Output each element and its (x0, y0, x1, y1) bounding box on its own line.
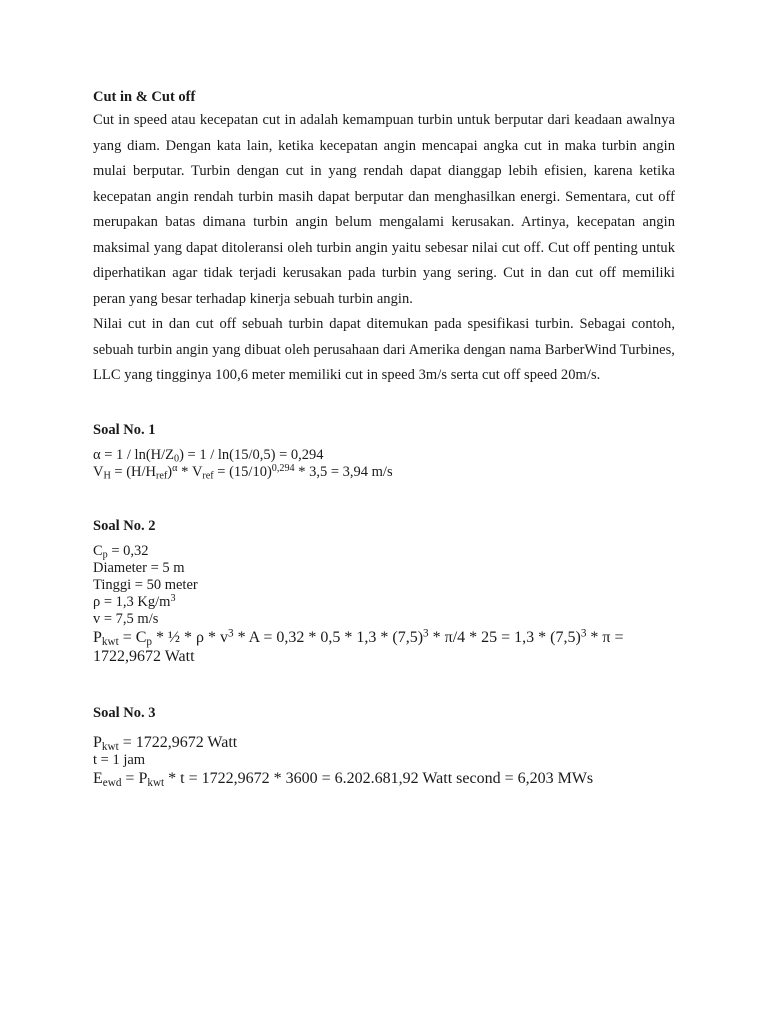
paragraph-cut-in-cut-off: Cut in speed atau kecepatan cut in adalah kemampuan turbin untuk berputar dari keadaan awalnya yang diam. Dengan kata lain, ketika kecepatan angin mencapai angka cut in maka turbin angin mulai berputar. Turbin dengan cut in yang rendah dapat dianggap lebih efisien, karena ketika kecepatan angin rendah turbin masih dapat berputar dan menghasilkan energi. Sementara, cut off merupakan batas dimana turbin angin belum mengalami kerusakan. Artinya, kecepatan angin maksimal yang dapat ditoleransi oleh turbin angin yaitu sebesar nilai cut off. Cut off penting untuk diperhatikan agar tidak terjadi kerusakan pada turbin yang sering. Cut in dan cut off memiliki peran yang besar terhadap kinerja sebuah turbin angin. (93, 112, 675, 307)
document-page (93, 86, 675, 788)
time-value: t = 1 jam (93, 751, 146, 768)
energy-equation: $E_{ewd} = P_{kwt} * t = 1722,9672 * 3600 = 6.202.681,92$ Watt second = 6,203 MWs (93, 769, 594, 789)
diameter-value: Diameter = 5 m (93, 559, 185, 576)
power-result: 1722,9672 Watt (93, 647, 195, 665)
height-value: Tinggi = 50 meter (93, 576, 198, 593)
vh-equation: $V_H = (H/H_{ref})^\alpha * V_{ref} = (15/10)^{0,294} * 3,5 = 3,94$ m/s (93, 462, 393, 482)
power-value: $P_{kwt} = 1722,9672$ Watt (93, 733, 238, 753)
alpha-equation: $\alpha = 1 / \ln(H/Z_0) = 1 / \ln(15/0,5) = 0,294$ (93, 446, 324, 465)
soal-2-block (93, 515, 675, 666)
density-value: ρ = 1,3 $Kg/m^3$ (93, 592, 176, 610)
cp-value: $C_p = 0,32$ (93, 542, 149, 561)
soal-1-title: Soal No. 1 (93, 421, 156, 438)
soal-3-title: Soal No. 3 (93, 704, 156, 721)
velocity-value: v = 7,5 m/s (93, 610, 159, 627)
soal-3-block (93, 702, 675, 788)
paragraph-example: Nilai cut in dan cut off sebuah turbin dapat ditemukan pada spesifikasi turbin. Sebagai contoh, sebuah turbin angin yang dibuat oleh perusahaan dari Amerika dengan nama BarberWind Turbines, LLC yang tingginya 100,6 meter memiliki cut in speed 3m/s serta cut off speed 20m/s. (93, 316, 675, 383)
soal-2-title: Soal No. 2 (93, 517, 156, 534)
power-equation: $P_{kwt} = C_p$ * ½ * $\rho * v^3 * A = 0,32 * 0,5 * 1,3 * (7,5)^3 * \pi/4 * 25 = 1,3 * (7,5)^3 * \pi$ = (93, 626, 624, 648)
soal-1-block (93, 419, 675, 481)
section-title: Cut in & Cut off (93, 89, 196, 105)
